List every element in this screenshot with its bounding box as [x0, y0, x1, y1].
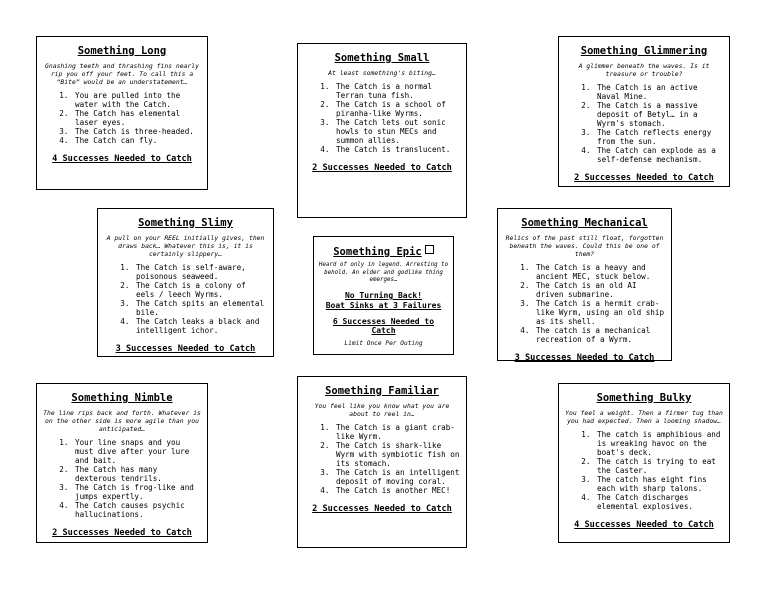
list-item: 2. The Catch has many dexterous tendrils.	[73, 466, 201, 484]
list-item: 4. The Catch leaks a black and intelligent ichor.	[134, 318, 267, 336]
catch-list	[565, 431, 723, 512]
card-flavor: A pull on your REEL initially gives, then draws back… Whatever this is, it is certainly slippery…	[106, 234, 265, 259]
list-item: 3. The Catch is frog-like and jumps expertly.	[73, 484, 201, 502]
list-item: 4. The Catch can explode as a self-defense mechanism.	[595, 147, 723, 165]
list-item: 1. The catch is amphibious and is wreaking havoc on the boat's deck.	[595, 431, 723, 458]
list-item: 3. The Catch spits an elemental bile.	[134, 300, 267, 318]
boat-sinks-rule: Boat Sinks at 3 Failures	[325, 300, 442, 310]
card-flavor: Heard of only in legend. Arresting to behold. An elder and godlike thing emerges…	[318, 262, 449, 283]
list-item: 3. The Catch is a hermit crab-like Wyrm, using an old ship as its shell.	[534, 300, 665, 327]
list-item: 2. The Catch is a colony of eels / leech Wyrms.	[134, 282, 267, 300]
list-item: 3. The Catch reflects energy from the sun.	[595, 129, 723, 147]
list-item: 4. The Catch is translucent.	[334, 146, 460, 155]
card-title: Something Glimmering	[580, 45, 708, 57]
box-icon	[425, 245, 434, 254]
list-item: 4. The Catch is another MEC!	[334, 487, 460, 496]
list-item: 1. The Catch is self-aware, poisonous seaweed.	[134, 264, 267, 282]
limit-note: Limit Once Per Outing	[344, 339, 423, 347]
list-item: 2. The Catch is shark-like Wyrm with symbiotic fish on its stomach.	[334, 442, 460, 469]
list-item: 1. You are pulled into the water with the Catch.	[73, 92, 201, 110]
card-flavor: A glimmer beneath the waves. Is it treasure or trouble?	[578, 62, 710, 79]
card-title: Something Nimble	[71, 392, 173, 404]
successes-needed: 2 Successes Needed to Catch	[52, 527, 192, 538]
successes-needed: 2 Successes Needed to Catch	[312, 163, 452, 173]
card-title: Something Long	[77, 45, 167, 57]
card-something-familiar	[297, 376, 467, 548]
card-something-mechanical	[497, 208, 672, 361]
list-item: 4. The Catch causes psychic hallucinations.	[73, 502, 201, 520]
successes-needed: 2 Successes Needed to Catch	[574, 172, 714, 183]
card-flavor: You feel like you know what you are about to reel in…	[314, 402, 450, 419]
card-flavor: Gnashing teeth and thrashing fins nearly rip you off your feet. To call this a “Bite” would be an understatement…	[45, 62, 199, 87]
no-turning-back: No Turning Back!	[344, 291, 423, 301]
card-title: Something Bulky	[596, 392, 692, 404]
catch-list	[43, 92, 201, 146]
list-item: 2. The Catch is an old AI driven submarine.	[534, 282, 665, 300]
successes-needed: 4 Successes Needed to Catch	[574, 519, 714, 530]
list-item: 2. The Catch is a massive deposit of Betyl… in a Wyrm's stomach.	[595, 102, 723, 129]
successes-needed: 3 Successes Needed to Catch	[115, 344, 256, 354]
card-flavor: You feel a weight. Then a firmer tug than you had expected. Then a looming shadow…	[565, 409, 723, 426]
catch-list	[304, 424, 460, 496]
card-something-slimy	[97, 208, 274, 357]
list-item: 2. The Catch is a school of piranha-like Wyrms.	[334, 101, 460, 119]
catch-list	[504, 264, 665, 345]
card-something-small	[297, 43, 467, 218]
list-item: 4. The Catch can fly.	[73, 137, 201, 146]
list-item: 3. The Catch is three-headed.	[73, 128, 201, 137]
card-title: Something Slimy	[138, 217, 233, 229]
list-item: 1. The Catch is an active Naval Mine.	[595, 84, 723, 102]
successes-needed: 2 Successes Needed to Catch	[312, 504, 452, 514]
card-title: Something Small	[334, 52, 430, 64]
card-title: Something Familiar	[325, 385, 439, 397]
list-item: 4. The catch is a mechanical recreation of a Wyrm.	[534, 327, 665, 345]
card-something-nimble	[36, 383, 208, 543]
epic-title-text: Something Epic	[333, 246, 422, 258]
catch-list	[304, 83, 460, 155]
list-item: 3. The catch has eight fins each with sharp talons.	[595, 476, 723, 494]
list-item: 1. The Catch is a heavy and ancient MEC, stuck below.	[534, 264, 665, 282]
list-item: 3. The Catch lets out sonic howls to stun MECs and summon allies.	[334, 119, 460, 146]
successes-needed: 3 Successes Needed to Catch	[514, 352, 655, 363]
catch-list	[43, 439, 201, 520]
card-something-epic	[313, 236, 454, 355]
list-item: 1. Your line snaps and you must dive after your lure and bait.	[73, 439, 201, 466]
list-item: 1. The Catch is a normal Terran tuna fish.	[334, 83, 460, 101]
list-item: 3. The Catch is an intelligent deposit of moving coral.	[334, 469, 460, 487]
card-flavor: Relics of the past still float, forgotten beneath the waves. Could this be one of them?	[505, 234, 664, 259]
card-something-long	[36, 36, 208, 190]
card-title: Something Mechanical	[521, 217, 648, 229]
list-item: 2. The catch is trying to eat the Caster.	[595, 458, 723, 476]
card-flavor: The line rips back and forth. Whatever is on the other side is more agile than you anticipated…	[43, 409, 201, 434]
catch-list	[104, 264, 267, 336]
list-item: 4. The Catch discharges elemental explosives.	[595, 494, 723, 512]
card-something-glimmering	[558, 36, 730, 187]
card-title	[318, 245, 449, 258]
list-item: 1. The Catch is a giant crab-like Wyrm.	[334, 424, 460, 442]
card-something-bulky	[558, 383, 730, 543]
list-item: 2. The Catch has elemental laser eyes.	[73, 110, 201, 128]
successes-needed: 6 Successes Needed to Catch	[332, 316, 435, 336]
successes-needed: 4 Successes Needed to Catch	[52, 154, 192, 165]
catch-list	[565, 84, 723, 165]
card-flavor: At least something's biting…	[328, 69, 436, 78]
